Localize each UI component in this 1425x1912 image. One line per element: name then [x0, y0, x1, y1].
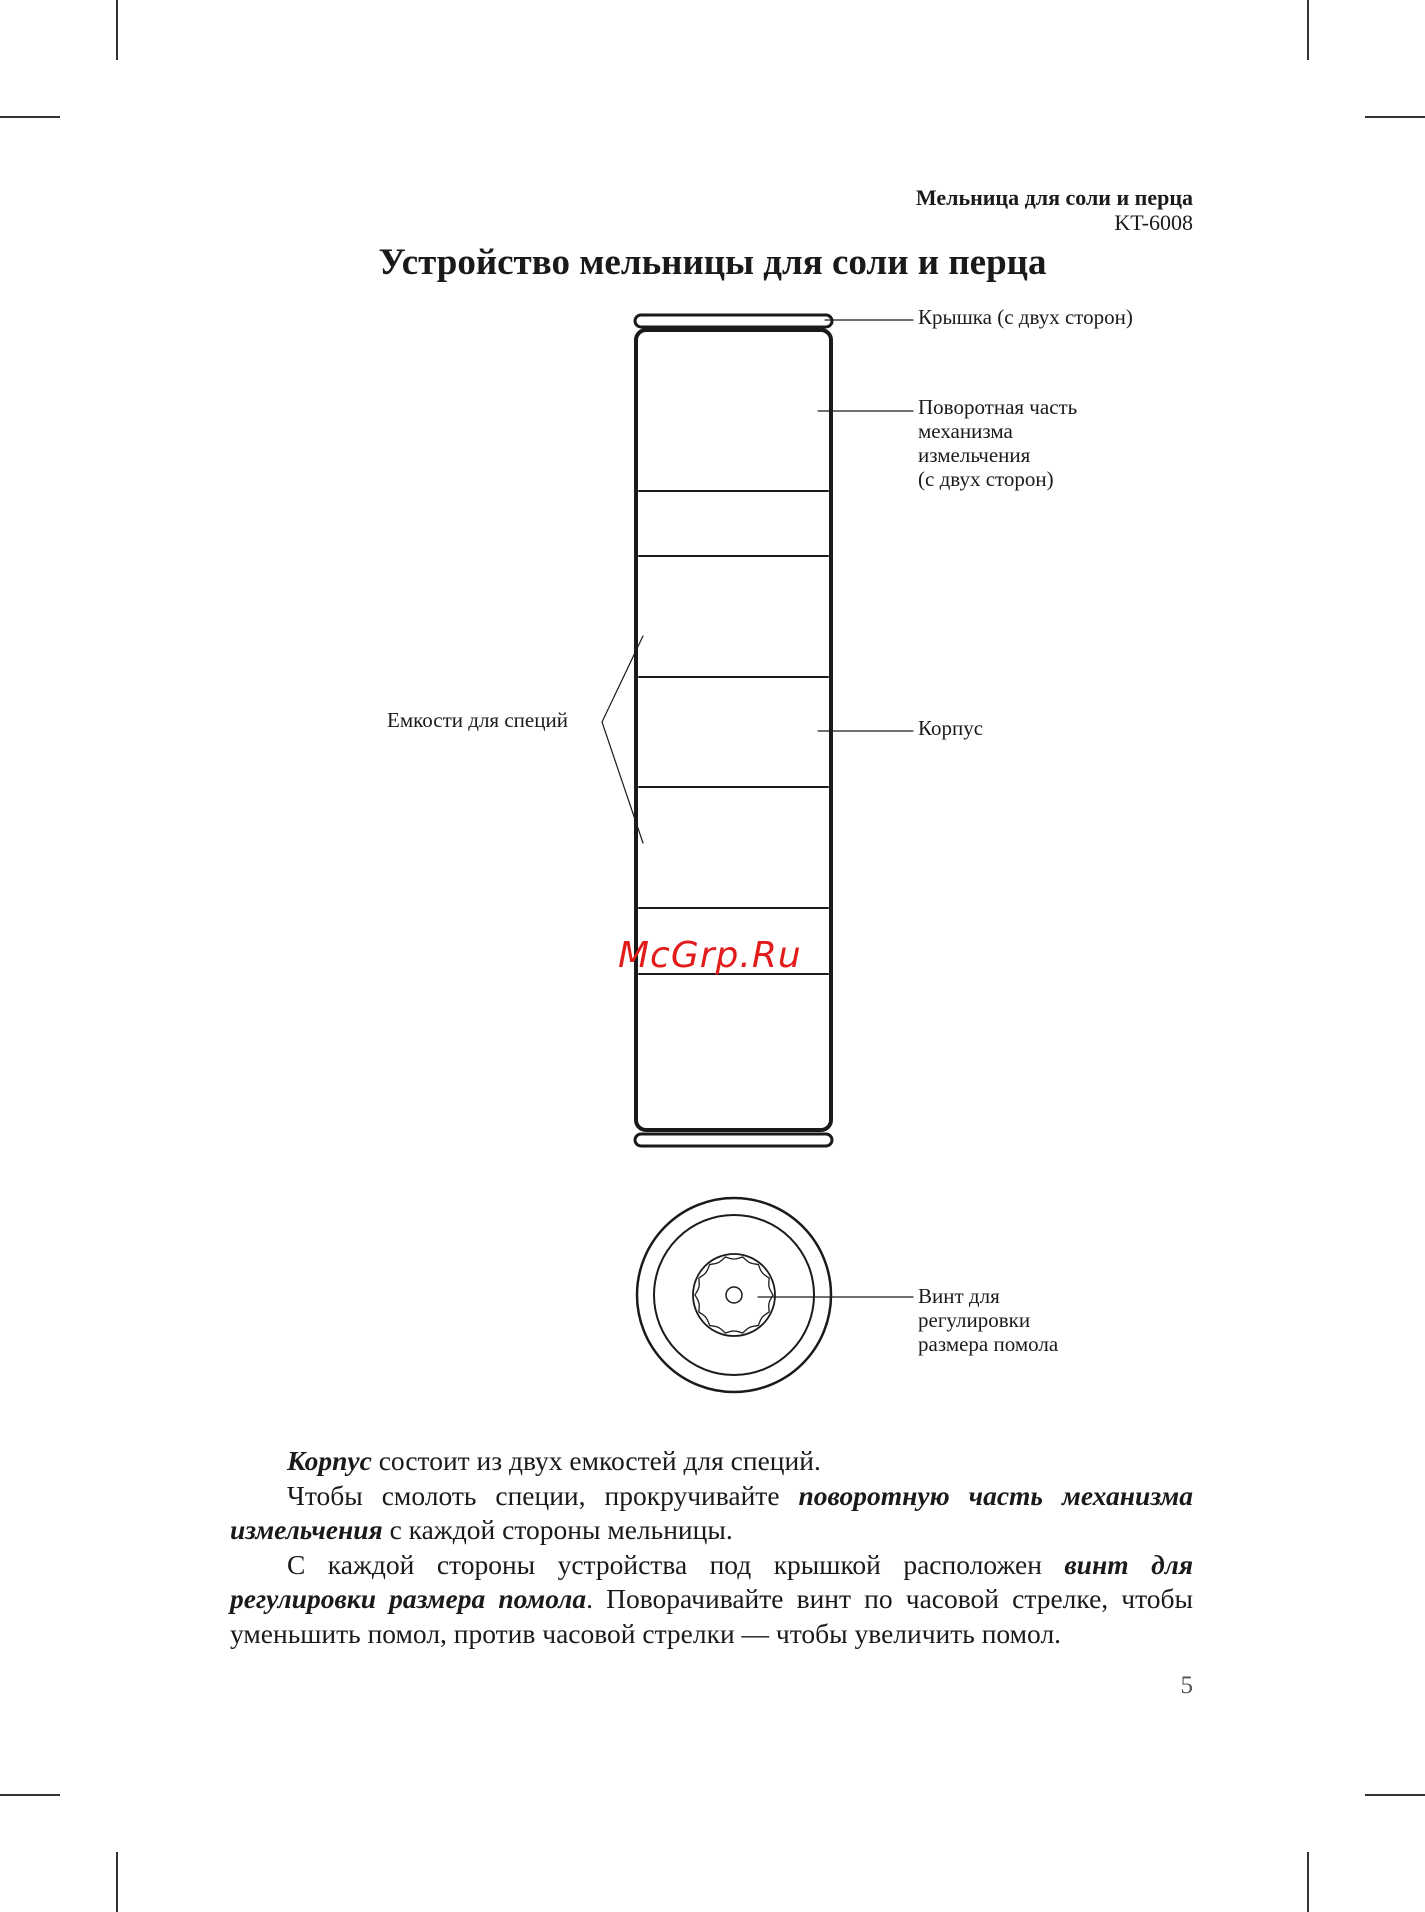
page-number: 5 — [1180, 1672, 1193, 1699]
label-adjust-screw: Винт для регулировки размера помола — [918, 1284, 1059, 1356]
paragraph — [230, 1479, 1193, 1548]
text-run: с каждой стороны мельницы. — [382, 1514, 733, 1545]
adjust-knob-teeth — [695, 1257, 773, 1333]
label-grinder-rotary: Поворотная часть механизма измельчения (с двух сторон) — [918, 395, 1078, 491]
emphasis: поворотную часть механизма измельчения — [230, 1479, 1193, 1545]
crop-mark — [0, 116, 60, 118]
text-run: состоит из двух емкостей для специй. — [371, 1445, 821, 1476]
description-text — [230, 1444, 1193, 1651]
model-code: KT-6008 — [1114, 210, 1193, 235]
crop-mark — [1307, 0, 1309, 60]
label-lid: Крышка (с двух сторон) — [918, 305, 1133, 329]
text-run: С каждой стороны устройства под крышкой расположен — [287, 1548, 1065, 1580]
top-lid — [635, 315, 832, 327]
crop-mark — [116, 0, 118, 60]
crop-mark — [1307, 1852, 1309, 1912]
emphasis: Корпус — [287, 1445, 372, 1476]
label-body: Корпус — [918, 716, 984, 740]
crop-mark — [0, 1794, 60, 1796]
label-spice-containers: Емкости для специй — [387, 708, 568, 732]
text-run: . Поворачивайте винт по часовой стрелке, чтобы уменьшить помол, против часовой стрелки — чтобы увеличить помол. — [230, 1583, 1193, 1649]
crop-mark — [1365, 116, 1425, 118]
emphasis: винт для регулировки размера помола — [230, 1548, 1193, 1614]
adjust-knob-center — [726, 1287, 742, 1303]
paragraph — [230, 1444, 1193, 1479]
leader-line-containers — [602, 636, 643, 843]
page-title: Устройство мельницы для соли и перца — [378, 242, 1047, 283]
model-name: Мельница для соли и перца — [915, 185, 1193, 210]
end-view-outer-ring — [637, 1198, 831, 1392]
end-view-inner-ring — [654, 1215, 814, 1375]
crop-mark — [116, 1852, 118, 1912]
adjust-knob — [693, 1254, 775, 1336]
paragraph — [230, 1548, 1193, 1652]
text-run: Чтобы смолоть специи, прокручивайте — [287, 1479, 799, 1511]
crop-mark — [1365, 1794, 1425, 1796]
running-header — [916, 185, 1193, 235]
watermark: McGrp.Ru — [618, 935, 802, 976]
bottom-lid — [635, 1134, 832, 1146]
grinder-body — [636, 330, 831, 1130]
